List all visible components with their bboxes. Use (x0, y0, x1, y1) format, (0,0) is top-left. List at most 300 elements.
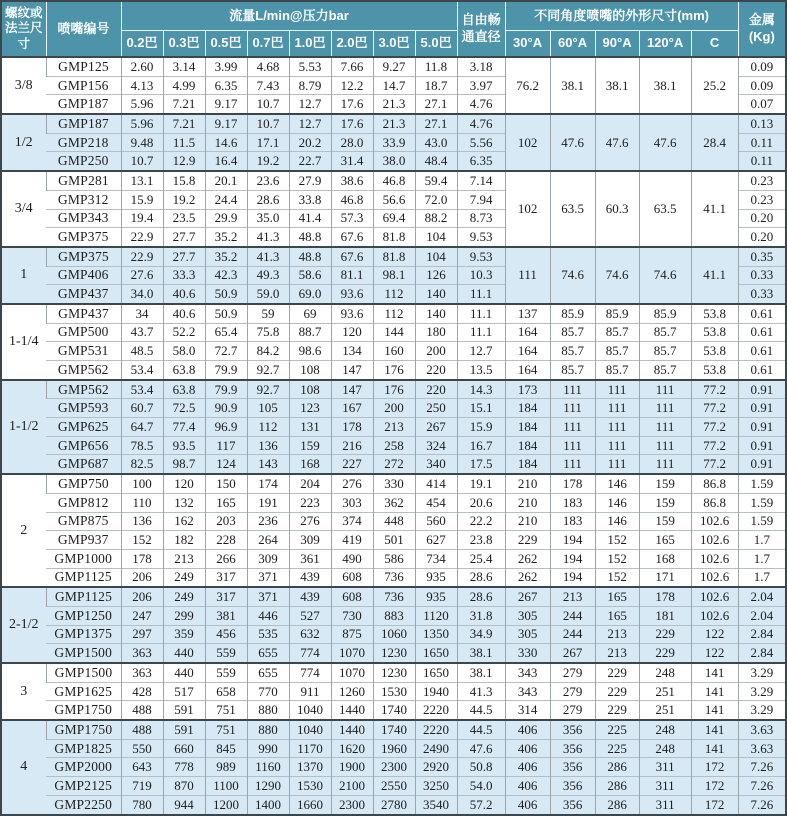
flow-value: 35.2 (205, 228, 247, 247)
flow-value: 92.7 (247, 380, 289, 399)
dimension-value: 53.8 (691, 323, 738, 342)
flow-value: 174 (247, 474, 289, 493)
flow-value: 60.7 (121, 399, 163, 418)
free-passage-value: 11.1 (457, 323, 505, 342)
free-passage-value: 9.53 (457, 247, 505, 266)
flow-value: 632 (289, 625, 331, 644)
dimension-value: 38.1 (550, 57, 595, 114)
flow-value: 64.7 (121, 418, 163, 437)
dimension-value: 111 (639, 418, 691, 437)
flow-value: 59 (247, 304, 289, 323)
dimension-value: 137 (505, 304, 550, 323)
dimension-value: 111 (595, 436, 639, 455)
free-passage-value: 23.8 (457, 531, 505, 550)
flow-value: 206 (121, 587, 163, 606)
flow-value: 4.13 (121, 76, 163, 95)
flow-value: 40.6 (163, 304, 205, 323)
flow-value: 59.0 (247, 285, 289, 304)
flow-value: 168 (289, 455, 331, 474)
dimension-value: 159 (639, 512, 691, 531)
flow-value: 1440 (331, 720, 373, 739)
dimension-value: 122 (691, 625, 738, 644)
flow-value: 870 (163, 777, 205, 796)
dimension-value: 262 (505, 568, 550, 587)
nozzle-model: GMP2125 (46, 777, 121, 796)
free-passage-value: 47.6 (457, 739, 505, 758)
dimension-value: 311 (639, 758, 691, 777)
table-row (1, 720, 786, 739)
table-row (1, 568, 786, 587)
flow-value: 719 (121, 777, 163, 796)
dimension-value: 85.7 (639, 323, 691, 342)
dimension-value: 279 (550, 701, 595, 720)
flow-value: 213 (373, 418, 415, 437)
flow-value: 990 (247, 739, 289, 758)
flow-value: 41.3 (247, 228, 289, 247)
weight-value: 3.63 (738, 720, 786, 739)
dimension-value: 102.6 (691, 512, 738, 531)
table-row (1, 606, 786, 625)
dimension-value: 111 (595, 399, 639, 418)
flow-value: 3.99 (205, 57, 247, 76)
free-passage-value: 54.0 (457, 777, 505, 796)
free-passage-value: 28.6 (457, 587, 505, 606)
dimension-value: 146 (595, 512, 639, 531)
dimension-value: 406 (505, 720, 550, 739)
flow-value: 216 (331, 436, 373, 455)
flow-value: 147 (331, 361, 373, 380)
flow-value: 9.48 (121, 133, 163, 152)
flow-value: 96.9 (205, 418, 247, 437)
weight-value: 7.26 (738, 777, 786, 796)
dimension-value: 165 (595, 587, 639, 606)
dimension-value: 356 (550, 720, 595, 739)
flow-value: 12.9 (163, 152, 205, 171)
dimension-value: 172 (691, 777, 738, 796)
free-passage-value: 31.8 (457, 606, 505, 625)
flow-value: 1120 (415, 606, 457, 625)
dimension-value: 178 (550, 474, 595, 493)
flow-value: 883 (373, 606, 415, 625)
weight-value: 3.29 (738, 701, 786, 720)
nozzle-model: GMP375 (46, 247, 121, 266)
dimension-value: 229 (595, 663, 639, 682)
flow-value: 419 (331, 531, 373, 550)
weight-value: 7.26 (738, 758, 786, 777)
header-size: 螺纹或法兰尺寸 (1, 1, 46, 57)
flow-value: 266 (205, 549, 247, 568)
dimension-value: 141 (691, 720, 738, 739)
flow-value: 58.0 (163, 342, 205, 361)
nozzle-model: GMP1500 (46, 644, 121, 663)
free-passage-value: 9.53 (457, 228, 505, 247)
free-passage-value: 14.3 (457, 380, 505, 399)
flow-value: 69 (289, 304, 331, 323)
free-passage-value: 15.1 (457, 399, 505, 418)
dimension-value: 152 (595, 531, 639, 550)
flow-value: 49.3 (247, 266, 289, 285)
flow-value: 361 (289, 549, 331, 568)
angle-header: C (691, 31, 738, 58)
flow-value: 203 (205, 512, 247, 531)
table-row (1, 304, 786, 323)
table-row (1, 701, 786, 720)
dimension-value: 164 (505, 361, 550, 380)
dimension-value: 229 (639, 644, 691, 663)
flow-value: 440 (163, 663, 205, 682)
table-row (1, 455, 786, 474)
flow-value: 19.2 (247, 152, 289, 171)
weight-value: 0.91 (738, 418, 786, 437)
dimension-value: 111 (550, 399, 595, 418)
flow-value: 1740 (373, 720, 415, 739)
dimension-value: 194 (550, 531, 595, 550)
flow-value: 258 (373, 436, 415, 455)
flow-value: 112 (373, 304, 415, 323)
flow-value: 2220 (415, 701, 457, 720)
flow-value: 12.2 (331, 76, 373, 95)
nozzle-model: GMP750 (46, 474, 121, 493)
dimension-value: 102.6 (691, 568, 738, 587)
nozzle-model: GMP1825 (46, 739, 121, 758)
dimension-value: 41.1 (691, 247, 738, 304)
flow-value: 488 (121, 701, 163, 720)
weight-value: 0.09 (738, 57, 786, 76)
flow-value: 660 (163, 739, 205, 758)
dimension-value: 85.9 (595, 304, 639, 323)
flow-value: 48.4 (415, 152, 457, 171)
flow-value: 126 (415, 266, 457, 285)
dimension-value: 85.7 (550, 323, 595, 342)
nozzle-model: GMP531 (46, 342, 121, 361)
flow-value: 1650 (415, 644, 457, 663)
flow-value: 27.7 (163, 228, 205, 247)
dimension-value: 85.9 (639, 304, 691, 323)
dimension-value: 102.6 (691, 606, 738, 625)
dimension-value: 28.4 (691, 114, 738, 171)
dimension-value: 159 (639, 474, 691, 493)
flow-value: 1230 (373, 663, 415, 682)
table-row (1, 57, 786, 76)
flow-value: 110 (121, 493, 163, 512)
flow-value: 223 (289, 493, 331, 512)
free-passage-value: 4.76 (457, 95, 505, 114)
header-weight (738, 1, 786, 57)
nozzle-model: GMP375 (46, 228, 121, 247)
dimension-value: 25.2 (691, 57, 738, 114)
flow-value: 1620 (331, 739, 373, 758)
free-passage-value: 57.2 (457, 795, 505, 814)
flow-value: 381 (205, 606, 247, 625)
flow-value: 6.35 (205, 76, 247, 95)
free-passage-value: 7.14 (457, 171, 505, 190)
flow-value: 15.9 (121, 190, 163, 209)
flow-value: 627 (415, 531, 457, 550)
weight-value: 1.59 (738, 493, 786, 512)
flow-value: 7.21 (163, 95, 205, 114)
dimension-value: 102.6 (691, 531, 738, 550)
table-row (1, 625, 786, 644)
free-passage-value: 13.5 (457, 361, 505, 380)
flow-value: 734 (415, 549, 457, 568)
flow-value: 7.66 (331, 57, 373, 76)
dimension-value: 38.1 (595, 57, 639, 114)
dimension-value: 53.8 (691, 342, 738, 361)
pressure-header: 1.0巴 (289, 31, 331, 58)
flow-value: 40.6 (163, 285, 205, 304)
free-passage-value: 4.76 (457, 114, 505, 133)
flow-value: 104 (415, 247, 457, 266)
flow-value: 28.0 (331, 133, 373, 152)
flow-value: 586 (373, 549, 415, 568)
dimension-value: 111 (639, 399, 691, 418)
free-passage-value: 8.73 (457, 209, 505, 228)
flow-value: 8.79 (289, 76, 331, 95)
dimension-value: 141 (691, 739, 738, 758)
flow-value: 21.3 (373, 95, 415, 114)
dimension-value: 229 (639, 625, 691, 644)
flow-value: 220 (415, 380, 457, 399)
dimension-value: 47.6 (639, 114, 691, 171)
flow-value: 136 (121, 512, 163, 531)
flow-value: 9.27 (373, 57, 415, 76)
flow-value: 5.96 (121, 114, 163, 133)
flow-value: 206 (121, 568, 163, 587)
flow-value: 33.8 (289, 190, 331, 209)
flow-value: 880 (247, 701, 289, 720)
flow-value: 22.7 (289, 152, 331, 171)
free-passage-value: 10.3 (457, 266, 505, 285)
header-weight-line1: 金属 (748, 12, 775, 28)
flow-value: 2300 (331, 795, 373, 814)
flow-value: 22.9 (121, 228, 163, 247)
dimension-value: 184 (505, 399, 550, 418)
flow-value: 1160 (247, 758, 289, 777)
flow-value: 81.8 (373, 247, 415, 266)
dimension-value: 77.2 (691, 380, 738, 399)
dimension-value: 184 (505, 436, 550, 455)
table-row (1, 777, 786, 796)
table-row (1, 758, 786, 777)
flow-value: 152 (121, 531, 163, 550)
dimension-value: 262 (505, 549, 550, 568)
table-row (1, 114, 786, 133)
dimension-value: 111 (550, 418, 595, 437)
flow-value: 140 (415, 285, 457, 304)
nozzle-model: GMP1750 (46, 720, 121, 739)
size-label: 1-1/4 (1, 304, 46, 380)
flow-value: 176 (373, 361, 415, 380)
flow-value: 448 (373, 512, 415, 531)
flow-value: 2100 (331, 777, 373, 796)
flow-value: 180 (415, 323, 457, 342)
flow-value: 272 (373, 455, 415, 474)
flow-value: 46.8 (373, 171, 415, 190)
flow-value: 81.8 (373, 228, 415, 247)
dimension-value: 47.6 (550, 114, 595, 171)
flow-value: 736 (373, 587, 415, 606)
flow-value: 93.6 (331, 285, 373, 304)
header-flow-title: 流量L/min@压力bar (121, 1, 457, 31)
flow-value: 67.6 (331, 228, 373, 247)
nozzle-model: GMP1500 (46, 663, 121, 682)
flow-value: 72.0 (415, 190, 457, 209)
table-row (1, 361, 786, 380)
dimension-value: 251 (639, 682, 691, 701)
weight-value: 0.11 (738, 133, 786, 152)
dimension-value: 311 (639, 795, 691, 814)
dimension-value: 111 (639, 380, 691, 399)
dimension-value: 194 (550, 549, 595, 568)
dimension-value: 53.8 (691, 304, 738, 323)
flow-value: 1170 (289, 739, 331, 758)
free-passage-value: 44.5 (457, 701, 505, 720)
flow-value: 16.4 (205, 152, 247, 171)
flow-value: 105 (247, 399, 289, 418)
flow-value: 147 (331, 380, 373, 399)
flow-value: 12.7 (289, 114, 331, 133)
free-passage-value: 28.6 (457, 568, 505, 587)
dimension-value: 406 (505, 739, 550, 758)
dimension-value: 102 (505, 114, 550, 171)
flow-value: 774 (289, 663, 331, 682)
flow-value: 200 (373, 399, 415, 418)
flow-value: 9.17 (205, 114, 247, 133)
flow-value: 17.6 (331, 95, 373, 114)
dimension-value: 356 (550, 758, 595, 777)
flow-value: 490 (331, 549, 373, 568)
nozzle-model: GMP187 (46, 95, 121, 114)
flow-value: 56.6 (373, 190, 415, 209)
flow-value: 112 (247, 418, 289, 437)
dimension-value: 267 (550, 644, 595, 663)
flow-value: 92.7 (247, 361, 289, 380)
dimension-value: 210 (505, 512, 550, 531)
weight-value: 0.20 (738, 228, 786, 247)
dimension-value: 60.3 (595, 171, 639, 247)
nozzle-model: GMP1125 (46, 568, 121, 587)
dimension-value: 165 (595, 606, 639, 625)
size-label: 2 (1, 474, 46, 587)
free-passage-value: 22.2 (457, 512, 505, 531)
flow-value: 655 (247, 644, 289, 663)
dimension-value: 172 (691, 795, 738, 814)
flow-value: 4.99 (163, 76, 205, 95)
flow-value: 10.7 (247, 114, 289, 133)
dimension-value: 210 (505, 493, 550, 512)
flow-value: 123 (289, 399, 331, 418)
flow-value: 11.5 (163, 133, 205, 152)
flow-value: 65.4 (205, 323, 247, 342)
flow-value: 1040 (289, 720, 331, 739)
flow-value: 15.8 (163, 171, 205, 190)
flow-value: 14.7 (373, 76, 415, 95)
flow-value: 3.14 (163, 57, 205, 76)
flow-value: 3250 (415, 777, 457, 796)
header-free-passage (457, 1, 505, 57)
dimension-value: 172 (691, 758, 738, 777)
free-passage-value: 11.1 (457, 285, 505, 304)
dimension-value: 141 (691, 663, 738, 682)
flow-value: 2780 (373, 795, 415, 814)
nozzle-model: GMP625 (46, 418, 121, 437)
flow-value: 11.8 (415, 57, 457, 76)
size-label: 1-1/2 (1, 380, 46, 474)
dimension-value: 63.5 (550, 171, 595, 247)
weight-value: 0.07 (738, 95, 786, 114)
dimension-value: 356 (550, 795, 595, 814)
header-weight-line2: (Kg) (748, 29, 775, 44)
flow-value: 93.6 (331, 304, 373, 323)
flow-value: 124 (205, 455, 247, 474)
flow-value: 48.8 (289, 247, 331, 266)
nozzle-model: GMP1375 (46, 625, 121, 644)
dimension-value: 77.2 (691, 418, 738, 437)
dimension-value: 267 (505, 587, 550, 606)
flow-value: 1200 (205, 795, 247, 814)
dimension-value: 85.7 (550, 342, 595, 361)
dimension-value: 279 (550, 663, 595, 682)
dimension-value: 111 (595, 455, 639, 474)
dimension-value: 286 (595, 758, 639, 777)
flow-value: 414 (415, 474, 457, 493)
table-body (1, 57, 786, 815)
weight-value: 0.91 (738, 380, 786, 399)
dimension-value: 343 (505, 682, 550, 701)
table-row (1, 531, 786, 550)
weight-value: 2.04 (738, 587, 786, 606)
flow-value: 50.9 (205, 304, 247, 323)
flow-value: 2300 (373, 758, 415, 777)
nozzle-model: GMP1125 (46, 587, 121, 606)
flow-value: 778 (163, 758, 205, 777)
nozzle-model: GMP656 (46, 436, 121, 455)
weight-value: 1.7 (738, 531, 786, 550)
flow-value: 17.6 (331, 114, 373, 133)
weight-value: 0.35 (738, 247, 786, 266)
weight-value: 3.29 (738, 682, 786, 701)
nozzle-model: GMP156 (46, 76, 121, 95)
flow-value: 454 (415, 493, 457, 512)
flow-value: 911 (289, 682, 331, 701)
weight-value: 0.23 (738, 190, 786, 209)
dimension-value: 171 (639, 568, 691, 587)
dimension-value: 152 (595, 568, 639, 587)
nozzle-model: GMP125 (46, 57, 121, 76)
dimension-value: 356 (550, 739, 595, 758)
flow-value: 33.3 (163, 266, 205, 285)
nozzle-model: GMP250 (46, 152, 121, 171)
flow-value: 488 (121, 720, 163, 739)
flow-value: 23.5 (163, 209, 205, 228)
flow-value: 1530 (373, 682, 415, 701)
flow-value: 104 (415, 228, 457, 247)
flow-value: 191 (247, 493, 289, 512)
dimension-value: 102 (505, 171, 550, 247)
flow-value: 78.5 (121, 436, 163, 455)
free-passage-value: 16.7 (457, 436, 505, 455)
table-row (1, 795, 786, 814)
angle-header: 30°A (505, 31, 550, 58)
dimension-value: 38.1 (639, 57, 691, 114)
flow-value: 84.2 (247, 342, 289, 361)
nozzle-model: GMP1750 (46, 701, 121, 720)
flow-value: 1060 (373, 625, 415, 644)
flow-value: 58.6 (289, 266, 331, 285)
dimension-value: 85.7 (595, 342, 639, 361)
flow-value: 48.5 (121, 342, 163, 361)
flow-value: 309 (289, 531, 331, 550)
